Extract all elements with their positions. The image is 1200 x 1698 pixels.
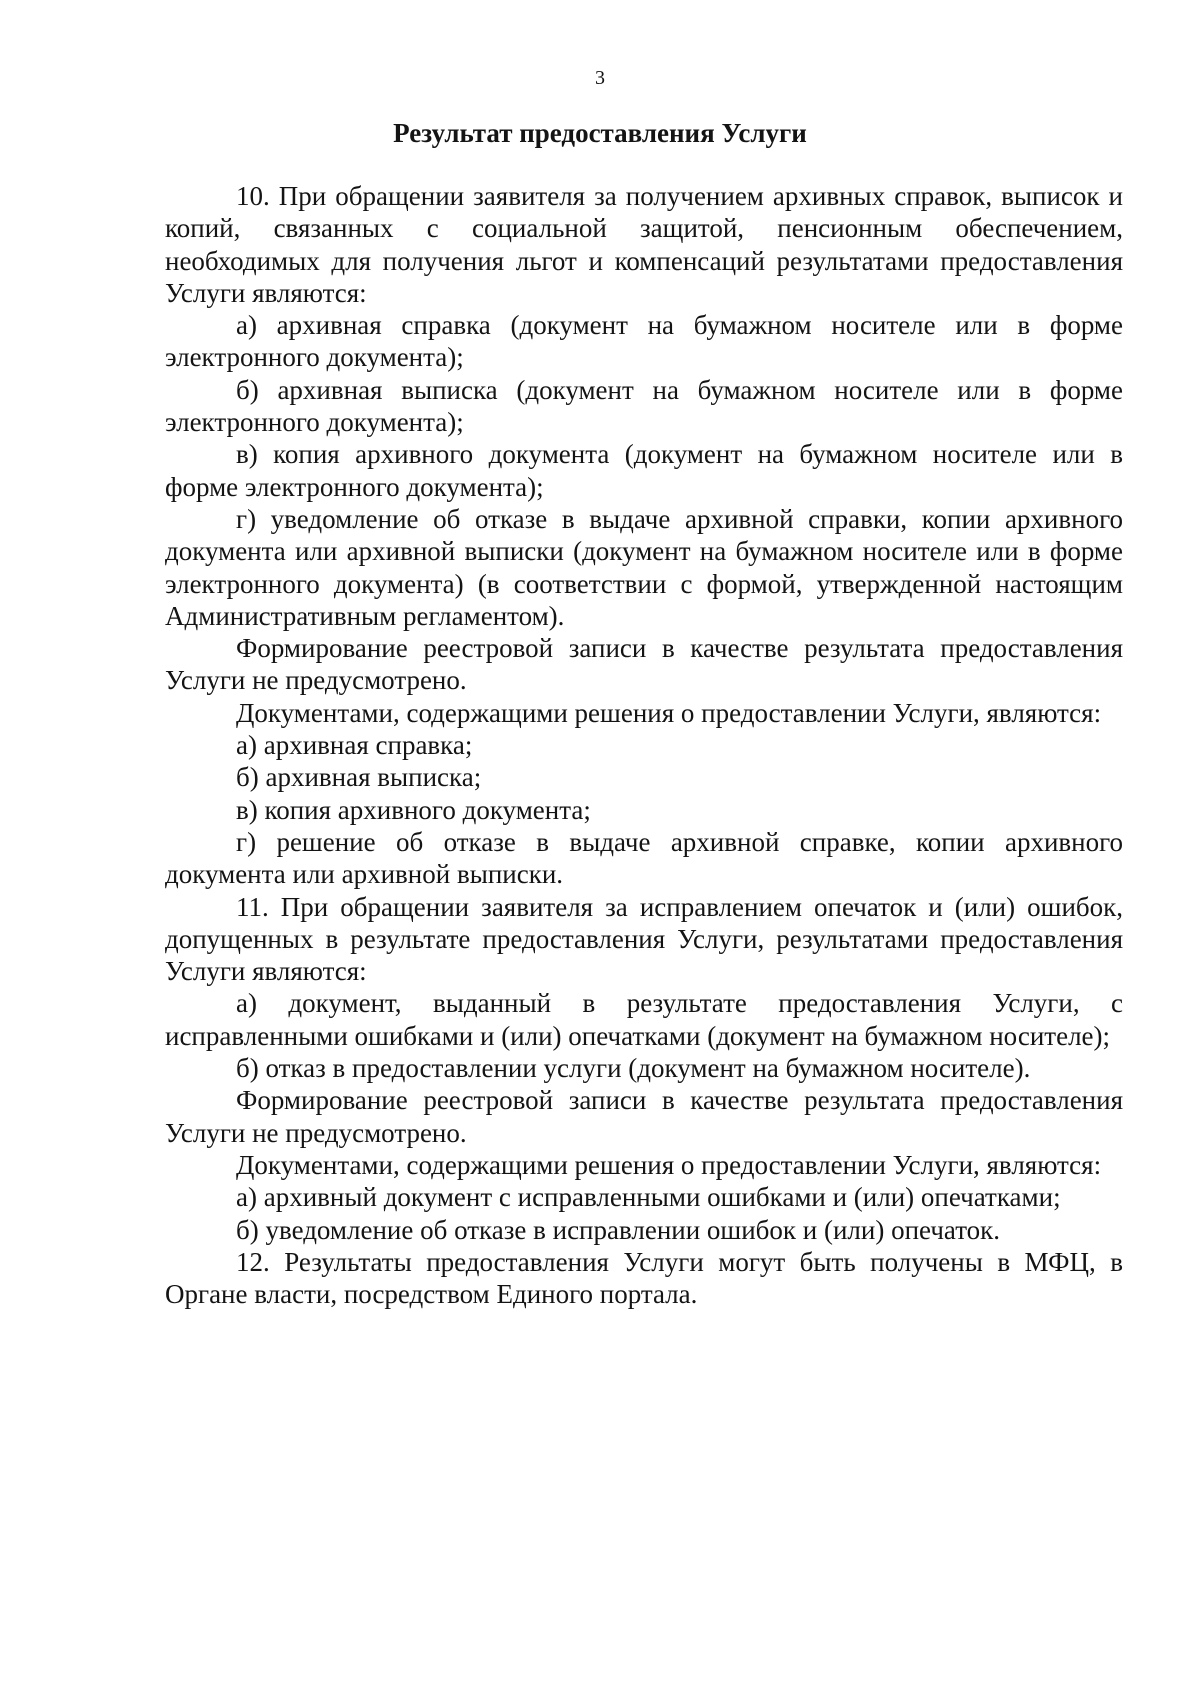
decision-item-a: а) архивная справка; [236, 730, 473, 761]
decision-documents-heading-2: Документами, содержащими решения о предоставлении Услуги, являются: [236, 1149, 1102, 1180]
decision-item-b: б) архивная выписка; [236, 762, 482, 793]
registry-note-2: Формирование реестровой записи в качестве результата предоставления Услуги не предусмотрено. [165, 1085, 1123, 1148]
decision-item-2a: а) архивный документ с исправленными ошибками и (или) опечатками; [236, 1182, 1061, 1213]
decision-documents-heading-1: Документами, содержащими решения о предоставлении Услуги, являются: [236, 697, 1102, 728]
paragraph-11: 11. При обращении заявителя за исправлением опечаток и (или) ошибок, допущенных в результате предоставления Услуги, результатами предоставления Услуги являются: [165, 891, 1123, 987]
list-item-11b: б) отказ в предоставлении услуги (документ на бумажном носителе). [236, 1053, 1031, 1084]
list-item-11a: а) документ, выданный в результате предоставления Услуги, с исправленными ошибками и (или) опечатками (документ на бумажном носителе); [165, 988, 1123, 1051]
page-number: 3 [595, 67, 605, 89]
paragraph-12: 12. Результаты предоставления Услуги могут быть получены в МФЦ, в Органе власти, посредством Единого портала. [165, 1246, 1123, 1310]
list-item-10b: б) архивная выписка (документ на бумажном носителе или в форме электронного документа); [165, 374, 1123, 438]
decision-item-c: в) копия архивного документа; [236, 794, 591, 825]
paragraph-10: 10. При обращении заявителя за получением архивных справок, выписок и копий, связанных с социальной защитой, пенсионным обеспечением, необходимых для получения льгот и компенсаций результатами предоставления Услуги являются: [165, 181, 1123, 308]
list-item-10c: в) копия архивного документа (документ на бумажном носителе или в форме электронного документа); [165, 439, 1123, 502]
list-item-10a: а) архивная справка (документ на бумажном носителе или в форме электронного документа); [165, 310, 1123, 373]
list-item-10d: г) уведомление об отказе в выдаче архивной справки, копии архивного документа или архивной выписки (документ на бумажном носителе или в форме электронного документа) (в соответствии с формой, утвержденной настоящим Административным регламентом). [165, 503, 1123, 631]
registry-note-1: Формирование реестровой записи в качестве результата предоставления Услуги не предусмотрено. [165, 633, 1123, 696]
section-title: Результат предоставления Услуги [393, 118, 807, 148]
decision-item-d: г) решение об отказе в выдаче архивной справке, копии архивного документа или архивной выписки. [165, 826, 1123, 890]
section-body [165, 180, 1123, 1310]
decision-item-2b: б) уведомление об отказе в исправлении ошибок и (или) опечаток. [236, 1214, 1001, 1245]
